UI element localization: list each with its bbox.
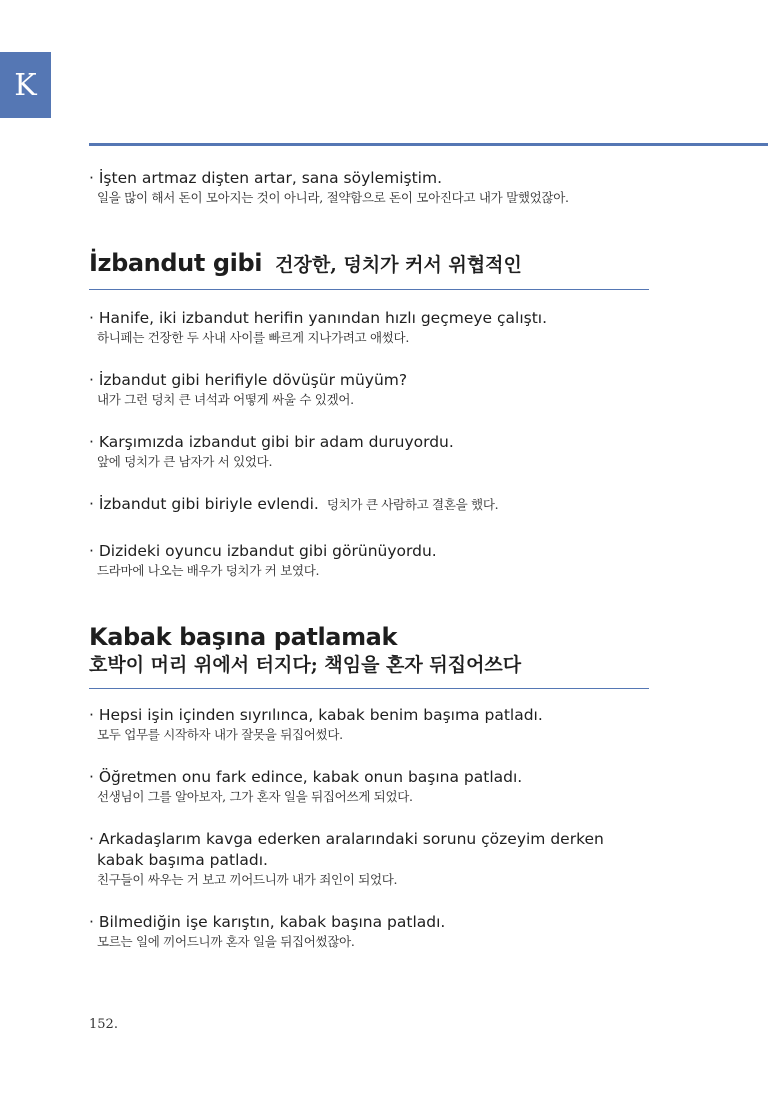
entry-meaning: 건장한, 덩치가 커서 위협적인 [275, 254, 522, 276]
example-korean: 드라마에 나오는 배우가 덩치가 커 보였다. [97, 563, 320, 578]
example-korean: 친구들이 싸우는 거 보고 끼어드니까 내가 죄인이 되었다. [97, 872, 398, 887]
entry-meaning: 호박이 머리 위에서 터지다; 책임을 혼자 뒤집어쓰다 [89, 654, 522, 676]
entry-heading-izbandut [89, 249, 649, 290]
entry-phrase: İzbandut gibi [89, 249, 263, 277]
example-korean: 앞에 덩치가 큰 남자가 서 있었다. [97, 454, 273, 469]
example-turkish: · Bilmediğin işe karıştın, kabak başına patladı. [89, 913, 446, 931]
example-korean: 내가 그런 덩치 큰 녀석과 어떻게 싸울 수 있겠어. [97, 392, 354, 407]
example-turkish: · Hepsi işin içinden sıyrılınca, kabak benim başıma patladı. [89, 706, 543, 724]
section-letter-tab: K [0, 52, 51, 118]
example-korean: 하니페는 건장한 두 사내 사이를 빠르게 지나가려고 애썼다. [97, 330, 409, 345]
list-item [89, 767, 649, 806]
list-item [89, 432, 649, 471]
list-item [89, 494, 649, 515]
example-turkish: · Hanife, iki izbandut herifin yanından hızlı geçmeye çalıştı. [89, 309, 548, 327]
list-item [89, 705, 649, 744]
example-turkish: · Arkadaşlarım kavga ederken aralarındaki sorunu çözeyim derken [89, 830, 604, 848]
example-turkish: · Öğretmen onu fark edince, kabak onun başına patladı. [89, 768, 523, 786]
list-item [89, 308, 649, 347]
list-item [89, 541, 649, 580]
page-number: 152. [89, 1017, 118, 1032]
list-item [89, 912, 649, 951]
header-rule [89, 143, 768, 146]
example-korean: 덩치가 큰 사람하고 결혼을 했다. [326, 497, 499, 512]
intro-example [89, 168, 649, 207]
example-korean: 선생님이 그를 알아보자, 그가 혼자 일을 뒤집어쓰게 되었다. [97, 789, 413, 804]
example-turkish: · İzbandut gibi biriyle evlendi. [89, 495, 319, 513]
list-item [89, 370, 649, 409]
example-korean: 모르는 일에 끼어드니까 혼자 일을 뒤집어썼잖아. [97, 934, 355, 949]
entry-phrase: Kabak başına patlamak [89, 623, 398, 651]
example-turkish: · Karşımızda izbandut gibi bir adam duruyordu. [89, 433, 454, 451]
entry-heading-kabak [89, 622, 649, 689]
example-turkish-continued: kabak başıma patladı. [97, 851, 268, 869]
page-content [89, 168, 649, 951]
example-turkish: · İzbandut gibi herifiyle dövüşür müyüm? [89, 371, 408, 389]
example-korean: 모두 업무를 시작하자 내가 잘못을 뒤집어썼다. [97, 727, 343, 742]
list-item [89, 829, 649, 889]
example-turkish: · Dizideki oyuncu izbandut gibi görünüyordu. [89, 542, 437, 560]
example-korean: 일을 많이 해서 돈이 모아지는 것이 아니라, 절약함으로 돈이 모아진다고 내가 말했었잖아. [97, 190, 569, 205]
example-turkish: · İşten artmaz dişten artar, sana söylemiştim. [89, 169, 443, 187]
